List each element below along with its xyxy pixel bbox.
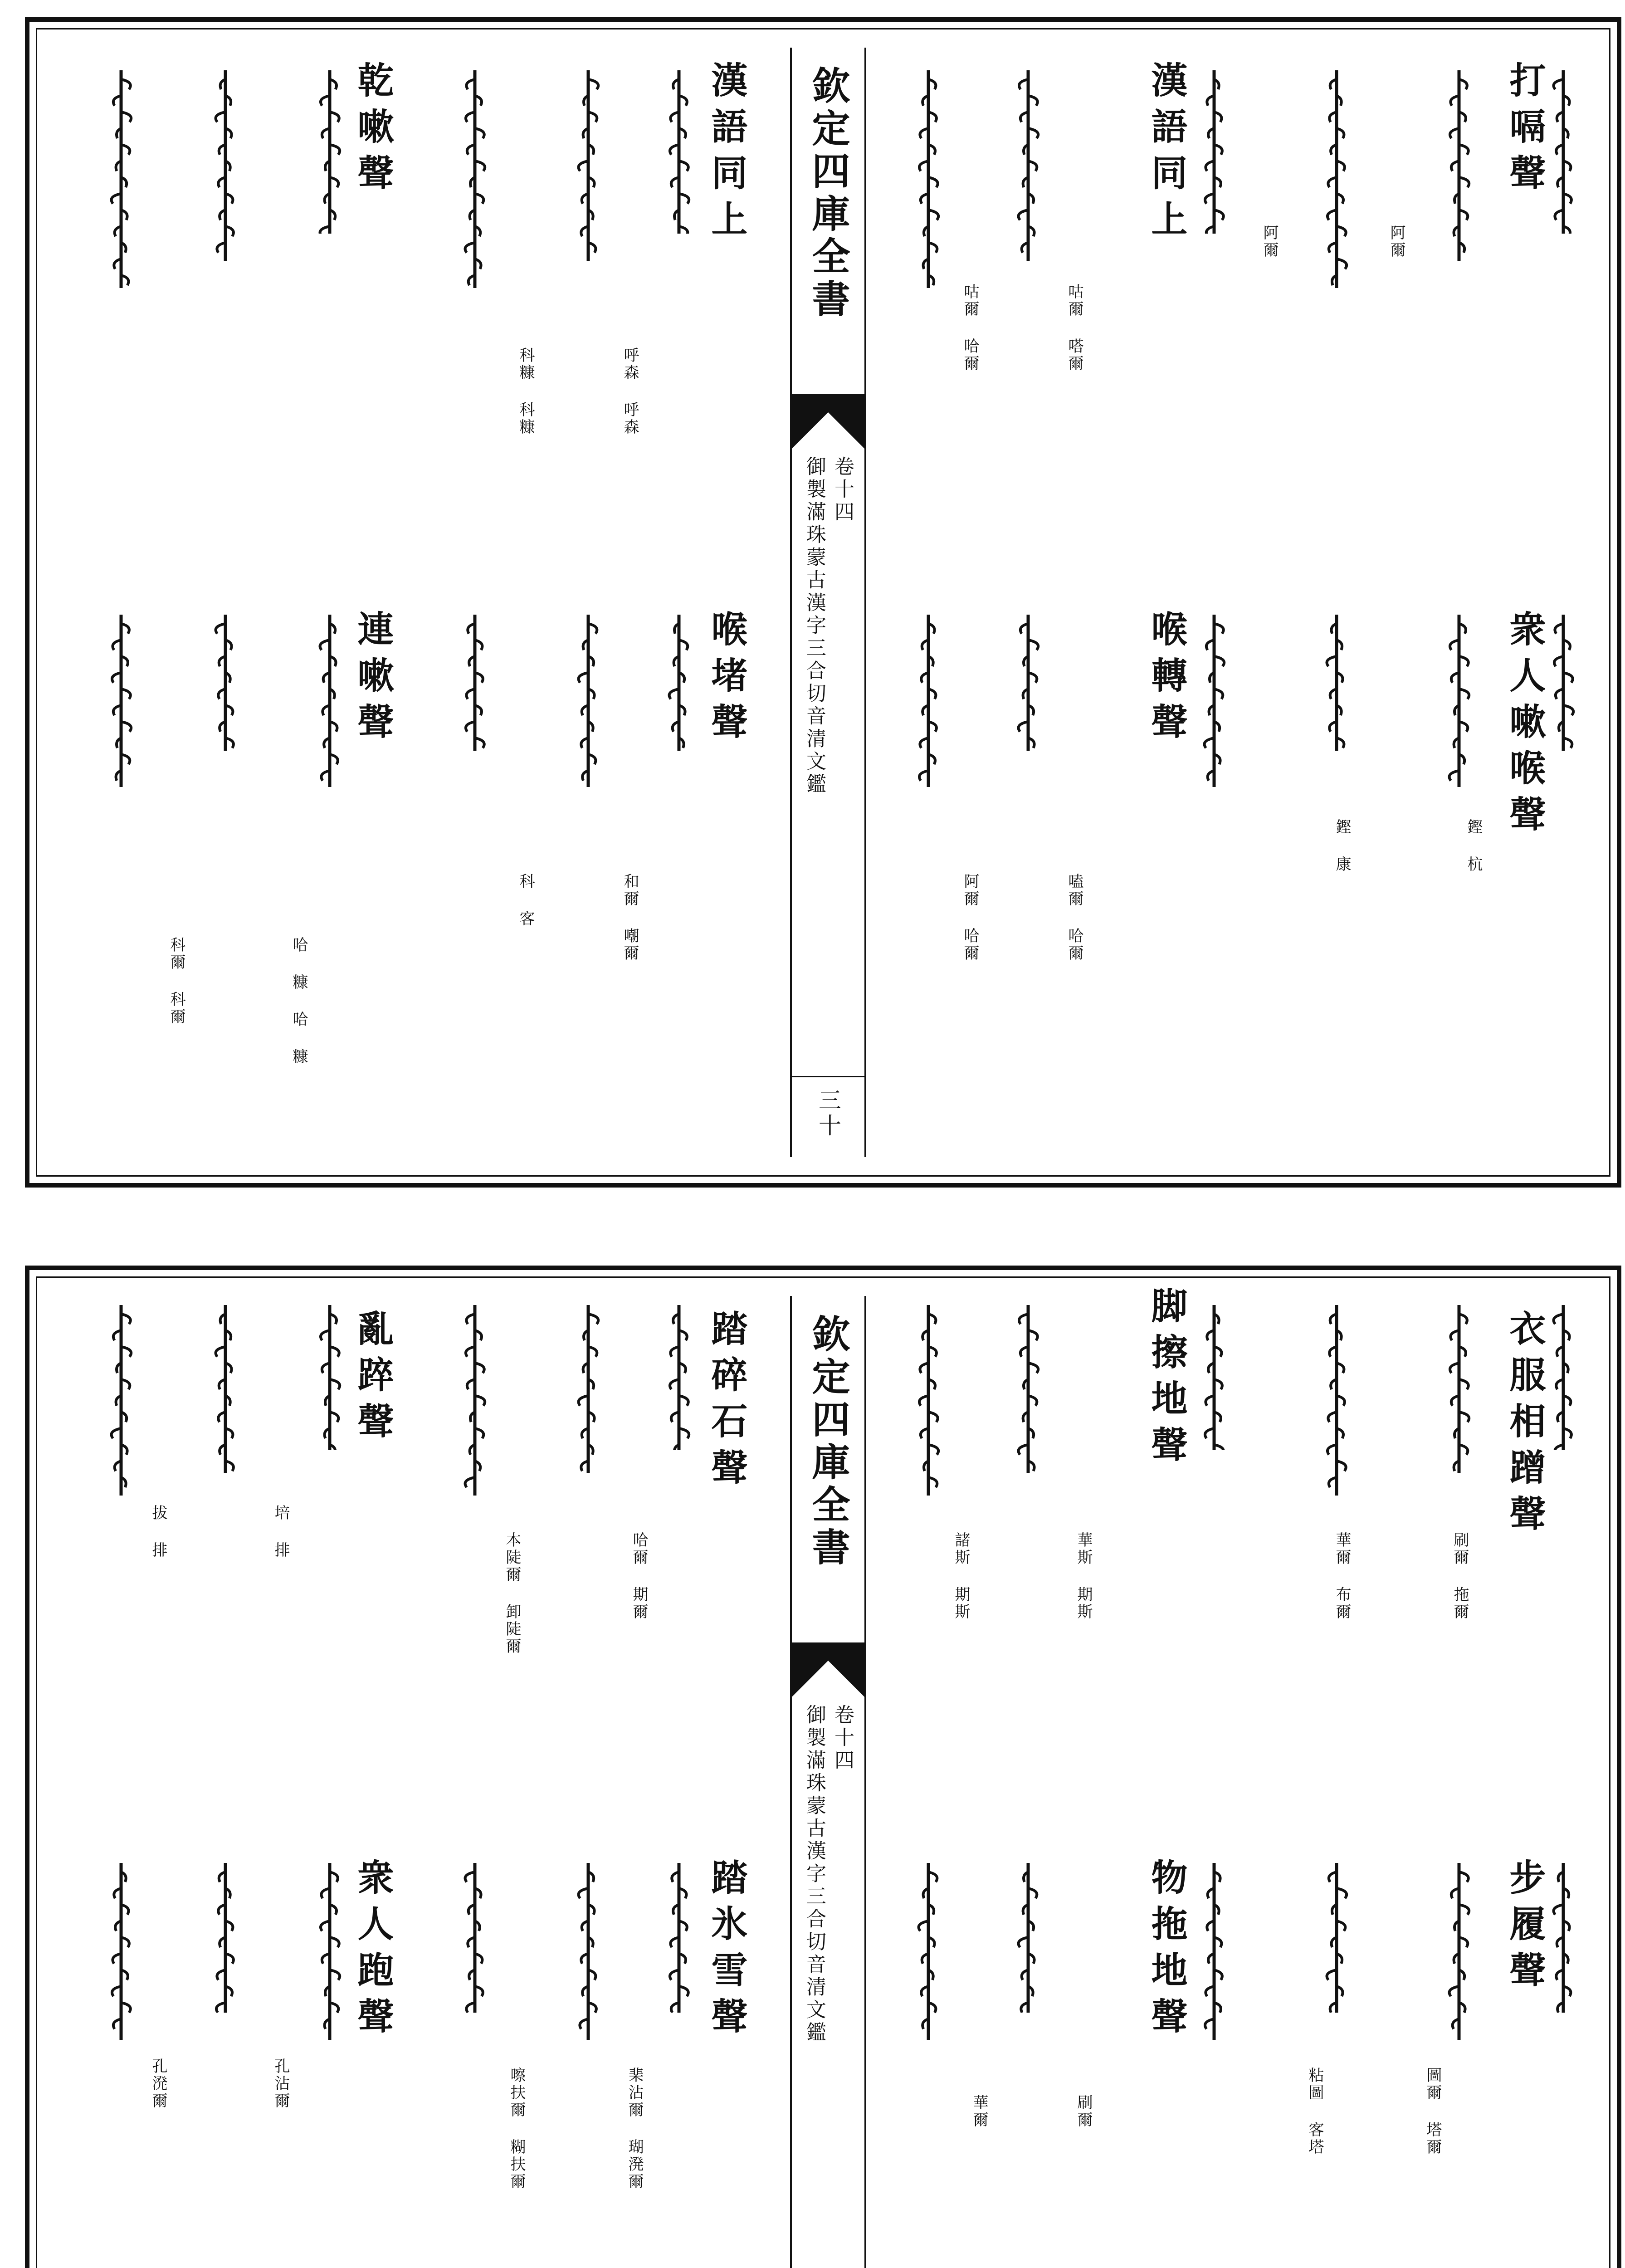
script-column-icon	[210, 1305, 241, 1473]
top-trans-8: 鏗 康	[1333, 819, 1351, 873]
bottom-book-info	[792, 1704, 864, 2044]
script-column-icon	[1547, 70, 1579, 234]
script-column-icon	[663, 70, 695, 234]
bottom-heading-5: 步履聲	[1503, 1858, 1546, 1997]
bottom-heading-3: 踏碎石聲	[705, 1310, 748, 1495]
script-column-icon	[314, 1863, 346, 2040]
script-column-icon	[459, 70, 491, 288]
top-trans-9: 嗑爾 哈爾	[1065, 873, 1083, 962]
top-heading-8: 連嗽聲	[351, 610, 394, 749]
bottom-heading-8: 衆人跑聲	[351, 1858, 394, 2043]
top-trans-4: 咕爾 嗒爾	[1065, 284, 1083, 372]
script-column-icon	[314, 615, 346, 787]
bottom-trans-15: 孔沾爾	[272, 2058, 290, 2110]
script-column-icon	[459, 1863, 491, 2013]
bottom-trans-6: 本陡爾 卸陡爾	[503, 1532, 521, 1655]
bottom-trans-14: 嚓扶爾 糊扶爾	[508, 2067, 526, 2190]
top-volume: 卷十四	[831, 456, 854, 524]
top-trans-1: 阿爾	[1387, 225, 1405, 259]
script-column-icon	[1547, 1305, 1579, 1450]
top-book-title: 御製滿珠蒙古漢字三合切音清文鑑	[803, 456, 826, 796]
script-column-icon	[663, 615, 695, 751]
script-column-icon	[572, 1305, 604, 1473]
bottom-trans-9: 圖爾 塔爾	[1424, 2067, 1442, 2156]
script-column-icon	[210, 1863, 241, 2013]
bottom-trans-13: 棐沾爾 瑚溌爾	[625, 2067, 644, 2190]
script-column-icon	[1443, 70, 1475, 261]
top-trans-5: 呼森 呼森	[621, 347, 639, 436]
script-column-icon	[663, 1305, 695, 1450]
top-centre-column	[790, 48, 866, 1157]
script-column-icon	[314, 70, 346, 234]
script-column-icon	[105, 70, 137, 288]
top-heading-7: 喉堵聲	[705, 610, 748, 749]
bottom-heading-6: 物拖地聲	[1145, 1858, 1188, 2043]
top-page-frame	[36, 28, 1610, 1177]
script-column-icon	[1321, 70, 1352, 288]
script-column-icon	[314, 1305, 346, 1450]
script-column-icon	[105, 1305, 137, 1496]
bottom-volume: 卷十四	[831, 1704, 854, 1772]
script-column-icon	[105, 1863, 137, 2040]
bottom-trans-2: 華爾 布爾	[1333, 1532, 1351, 1621]
top-trans-14: 科爾 科爾	[167, 937, 185, 1026]
script-column-icon	[1443, 1305, 1475, 1473]
script-column-icon	[1321, 615, 1352, 751]
bottom-trans-11: 刷爾	[1074, 2094, 1093, 2129]
bottom-centre-column	[790, 1296, 866, 2268]
script-column-icon	[1443, 615, 1475, 787]
script-column-icon	[913, 1863, 944, 2040]
bottom-trans-10: 粘圖 客塔	[1306, 2067, 1324, 2156]
script-column-icon	[913, 70, 944, 288]
bottom-fishtail-icon	[792, 1642, 864, 1697]
top-book-info	[792, 456, 864, 796]
script-column-icon	[572, 1863, 604, 2040]
top-centre-title: 欽定四庫全書	[806, 66, 851, 322]
script-column-icon	[459, 1305, 491, 1496]
top-heading-5: 衆人嗽喉聲	[1503, 610, 1546, 841]
script-column-icon	[572, 615, 604, 787]
top-page	[25, 17, 1621, 1188]
bottom-trans-8: 拔 排	[149, 1505, 167, 1559]
top-trans-2: 阿爾	[1260, 225, 1279, 259]
top-heading-3: 漢語同上	[705, 61, 748, 246]
script-column-icon	[1321, 1305, 1352, 1496]
script-column-icon	[105, 615, 137, 787]
script-column-icon	[1012, 1305, 1044, 1473]
bottom-trans-1: 刷爾 拖爾	[1451, 1532, 1469, 1621]
top-heading-4: 乾嗽聲	[351, 61, 394, 200]
bottom-trans-7: 培 排	[272, 1505, 290, 1559]
script-column-icon	[1198, 1863, 1230, 2040]
top-folio-number: 三十	[815, 1088, 841, 1139]
script-column-icon	[210, 615, 241, 751]
top-trans-13: 哈 糠 哈 糠	[290, 937, 308, 1066]
bottom-trans-4: 諸斯 期斯	[952, 1532, 970, 1621]
bottom-trans-12: 華爾	[970, 2094, 988, 2129]
top-centre-title-box	[792, 48, 864, 412]
bottom-heading-2: 脚擦地聲	[1145, 1287, 1188, 1472]
script-column-icon	[1443, 1863, 1475, 2040]
top-trans-6: 科糠 科糠	[517, 347, 535, 436]
script-column-icon	[210, 70, 241, 261]
bottom-heading-4: 亂踤聲	[351, 1310, 394, 1448]
script-column-icon	[1012, 70, 1044, 261]
script-column-icon	[1012, 1863, 1044, 2013]
bottom-page-frame	[36, 1276, 1610, 2268]
top-trans-10: 阿爾 哈爾	[961, 873, 979, 962]
top-heading-1: 打嗝聲	[1503, 61, 1546, 200]
script-column-icon	[913, 1305, 944, 1496]
bottom-heading-7: 踏氷雪聲	[705, 1858, 748, 2043]
script-column-icon	[913, 615, 944, 787]
bottom-book-title: 御製滿珠蒙古漢字三合切音清文鑑	[803, 1704, 826, 2044]
bottom-centre-title-box	[792, 1296, 864, 1661]
bottom-trans-5: 哈爾 期爾	[630, 1532, 648, 1621]
script-column-icon	[1198, 70, 1230, 234]
bottom-trans-3: 華斯 期斯	[1074, 1532, 1093, 1621]
top-trans-3: 咕爾 哈爾	[961, 284, 979, 372]
script-column-icon	[1198, 1305, 1230, 1450]
script-column-icon	[459, 615, 491, 751]
script-column-icon	[1012, 615, 1044, 751]
top-folio	[792, 1076, 864, 1139]
top-heading-6: 喉轉聲	[1145, 610, 1188, 749]
top-heading-2: 漢語同上	[1145, 61, 1188, 246]
bottom-trans-16: 孔溌爾	[149, 2058, 167, 2110]
script-column-icon	[1198, 615, 1230, 787]
top-trans-7: 鏗 杭	[1464, 819, 1483, 873]
bottom-centre-title: 欽定四庫全書	[806, 1314, 851, 1570]
script-column-icon	[663, 1863, 695, 2013]
script-column-icon	[1547, 1863, 1579, 2013]
top-trans-12: 科 客	[517, 873, 535, 928]
top-fishtail-icon	[792, 394, 864, 449]
script-column-icon	[1547, 615, 1579, 751]
script-column-icon	[1321, 1863, 1352, 2013]
top-trans-11: 和爾 嘲爾	[621, 873, 639, 962]
bottom-heading-1: 衣服相蹭聲	[1503, 1310, 1546, 1541]
script-column-icon	[572, 70, 604, 261]
bottom-page	[25, 1266, 1621, 2268]
